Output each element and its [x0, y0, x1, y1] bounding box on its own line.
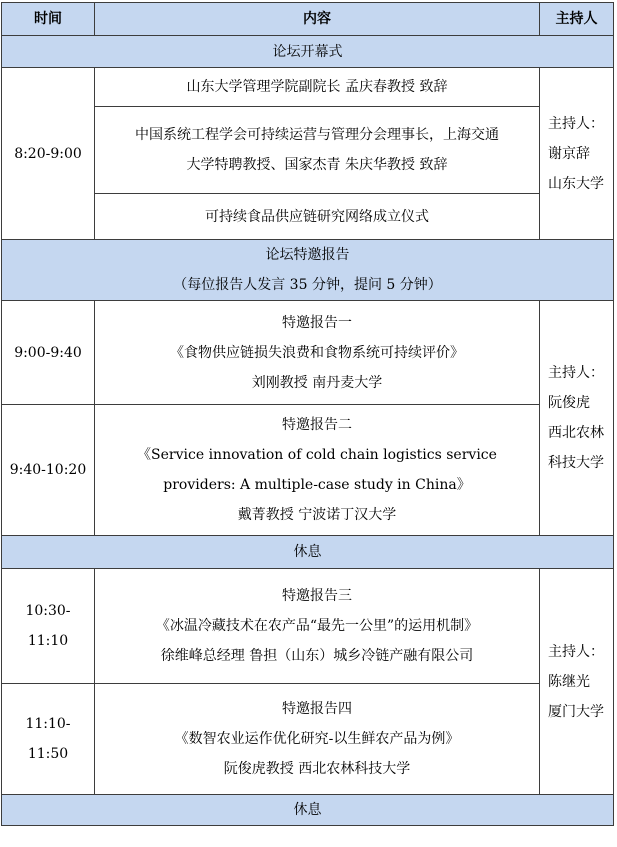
time-cell: 11:10-11:50 — [2, 684, 95, 795]
content-cell — [95, 301, 540, 405]
talk-title: 《食物供应链损失浪费和食物系统可持续评价》 — [170, 344, 464, 361]
section-heading: 论坛特邀报告 — [265, 247, 350, 263]
content-cell — [95, 107, 540, 194]
talk-title: 《冰温冷藏技术在农产品“最先一公里”的运用机制》 — [155, 618, 479, 634]
section-title: 休息 — [2, 795, 614, 826]
table-row — [2, 405, 614, 536]
host-name: 谢京辞 — [548, 145, 590, 162]
content-line: 中国系统工程学会可持续运营与管理分会理事长，上海交通 — [135, 127, 499, 143]
host-affiliation: 厦门大学 — [548, 703, 604, 720]
section-title: 休息 — [2, 536, 614, 569]
talk-label: 特邀报告二 — [282, 417, 352, 433]
content-cell — [95, 569, 540, 684]
table-row — [2, 569, 614, 684]
table-row — [2, 301, 614, 405]
talk-speaker: 戴菁教授 宁波诺丁汉大学 — [237, 507, 397, 523]
section-title — [2, 240, 614, 301]
section-keynote — [2, 240, 614, 301]
host-cell — [540, 68, 614, 240]
talk-speaker: 阮俊虎教授 西北农林科技大学 — [223, 761, 411, 777]
content-cell — [95, 68, 540, 107]
talk-title: 《Service innovation of cold chain logistics service — [137, 447, 497, 463]
section-break — [2, 795, 614, 826]
time-cell: 8:20-9:00 — [2, 68, 95, 240]
time-cell: 9:40-10:20 — [2, 405, 95, 536]
talk-label: 特邀报告四 — [282, 701, 352, 717]
content-cell — [95, 684, 540, 795]
host-name: 阮俊虎 — [548, 395, 590, 411]
host-cell — [540, 569, 614, 795]
host-affiliation: 科技大学 — [548, 455, 604, 471]
section-note: （每位报告人发言 35 分钟，提问 5 分钟） — [173, 277, 442, 293]
host-name: 陈继光 — [548, 673, 590, 690]
talk-label: 特邀报告三 — [282, 588, 352, 604]
content-cell — [95, 194, 540, 240]
header-host: 主持人 — [540, 3, 614, 36]
content-line: 山东大学管理学院副院长 孟庆春教授 致辞 — [186, 79, 448, 95]
header-row — [2, 3, 614, 36]
time-cell: 10:30-11:10 — [2, 569, 95, 684]
talk-speaker: 徐维峰总经理 鲁担（山东）城乡冷链产融有限公司 — [160, 648, 474, 664]
header-content: 内容 — [95, 3, 540, 36]
header-time: 时间 — [2, 3, 95, 36]
content-line: 可持续食品供应链研究网络成立仪式 — [205, 208, 429, 225]
talk-title: providers: A multiple-case study in China》 — [163, 477, 471, 493]
host-affiliation: 山东大学 — [548, 175, 604, 192]
agenda-table — [1, 2, 614, 826]
section-title: 论坛开幕式 — [2, 36, 614, 68]
host-label: 主持人： — [548, 365, 604, 381]
talk-title: 《数智农业运作优化研究-以生鲜农产品为例》 — [174, 731, 460, 747]
time-cell: 9:00-9:40 — [2, 301, 95, 405]
table-row — [2, 684, 614, 795]
host-affiliation: 西北农林 — [548, 425, 604, 441]
host-cell — [540, 301, 614, 536]
section-break — [2, 536, 614, 569]
content-line: 大学特聘教授、国家杰青 朱庆华教授 致辞 — [186, 157, 448, 173]
table-row — [2, 68, 614, 107]
section-opening — [2, 36, 614, 68]
content-cell — [95, 405, 540, 536]
talk-speaker: 刘刚教授 南丹麦大学 — [251, 374, 383, 391]
talk-label: 特邀报告一 — [282, 314, 352, 331]
host-label: 主持人： — [548, 643, 604, 660]
host-label: 主持人： — [548, 115, 604, 132]
